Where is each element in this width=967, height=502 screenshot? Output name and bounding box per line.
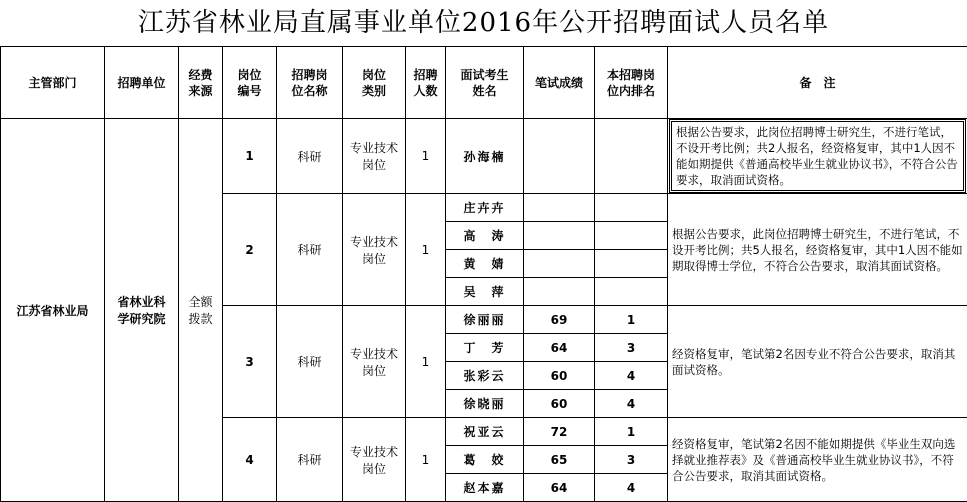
page-title: 江苏省林业局直属事业单位2016年公开招聘面试人员名单 [0, 0, 967, 46]
header-score: 笔试成绩 [524, 47, 595, 119]
table-row [1, 119, 967, 194]
candidate-score: 60 [524, 390, 595, 418]
header-candidate: 面试考生 姓名 [446, 47, 524, 119]
post-name: 科研 [277, 418, 343, 502]
candidate-rank: 1 [595, 306, 668, 334]
candidate-rank [595, 250, 668, 278]
candidate-rank [595, 222, 668, 250]
header-post-type: 岗位 类别 [343, 47, 406, 119]
post-type: 专业技术 岗位 [343, 194, 406, 306]
candidate-score: 60 [524, 362, 595, 390]
candidate-rank: 4 [595, 390, 668, 418]
candidate-score [524, 278, 595, 306]
candidate-name: 葛 姣 [446, 446, 524, 474]
candidate-name: 吴 萍 [446, 278, 524, 306]
post-no: 4 [223, 418, 277, 502]
candidate-name: 黄 婧 [446, 250, 524, 278]
header-fund: 经费 来源 [179, 47, 223, 119]
candidate-score: 64 [524, 474, 595, 502]
post-type: 专业技术 岗位 [343, 418, 406, 502]
note-text: 经资格复审，笔试第2名因专业不符合公告要求，取消其面试资格。 [668, 306, 967, 418]
dept-cell: 江苏省林业局 [1, 119, 105, 502]
candidate-score: 69 [524, 306, 595, 334]
candidate-rank [595, 119, 668, 194]
post-name: 科研 [277, 306, 343, 418]
candidate-name: 丁 芳 [446, 334, 524, 362]
post-no: 3 [223, 306, 277, 418]
post-type: 专业技术 岗位 [343, 306, 406, 418]
candidate-score [524, 194, 595, 222]
candidate-rank: 3 [595, 446, 668, 474]
post-count: 1 [406, 119, 446, 194]
candidate-rank: 3 [595, 334, 668, 362]
fund-cell: 全额 拨款 [179, 119, 223, 502]
post-count: 1 [406, 418, 446, 502]
note-text: 根据公告要求，此岗位招聘博士研究生，不进行笔试，不设开考比例；共5人报名，经资格复审，其中1人因不能如期取得博士学位，不符合公告要求，取消其面试资格。 [668, 194, 967, 306]
candidate-rank: 1 [595, 418, 668, 446]
post-type: 专业技术 岗位 [343, 119, 406, 194]
header-unit: 招聘单位 [105, 47, 179, 119]
candidate-rank: 4 [595, 474, 668, 502]
candidate-rank [595, 278, 668, 306]
candidate-score: 72 [524, 418, 595, 446]
post-name: 科研 [277, 119, 343, 194]
unit-cell: 省林业科 学研究院 [105, 119, 179, 502]
header-post-name: 招聘岗 位名称 [277, 47, 343, 119]
candidate-score [524, 222, 595, 250]
candidate-name: 高 涛 [446, 222, 524, 250]
header-post-no: 岗位 编号 [223, 47, 277, 119]
candidate-table [0, 46, 967, 502]
post-no: 1 [223, 119, 277, 194]
header-rank: 本招聘岗 位内排名 [595, 47, 668, 119]
candidate-score: 64 [524, 334, 595, 362]
note-text: 经资格复审，笔试第2名因不能如期提供《毕业生双向选择就业推荐表》及《普通高校毕业生就业协议书》，不符合公告要求，取消其面试资格。 [668, 418, 967, 502]
candidate-name: 徐丽丽 [446, 306, 524, 334]
candidate-name: 孙海楠 [446, 119, 524, 194]
post-count: 1 [406, 194, 446, 306]
post-no: 2 [223, 194, 277, 306]
candidate-score [524, 250, 595, 278]
post-count: 1 [406, 306, 446, 418]
header-count: 招聘 人数 [406, 47, 446, 119]
post-name: 科研 [277, 194, 343, 306]
candidate-name: 庄卉卉 [446, 194, 524, 222]
note-text: 根据公告要求，此岗位招聘博士研究生，不进行笔试，不设开考比例；共2人报名，经资格复审，其中1人因不能如期提供《普通高校毕业生就业协议书》，不符合公告要求，取消面试资格。 [671, 121, 964, 191]
candidate-score: 65 [524, 446, 595, 474]
candidate-name: 赵本嘉 [446, 474, 524, 502]
header-note: 备 注 [668, 47, 967, 119]
candidate-name: 祝亚云 [446, 418, 524, 446]
candidate-score [524, 119, 595, 194]
candidate-name: 张彩云 [446, 362, 524, 390]
candidate-rank: 4 [595, 362, 668, 390]
candidate-name: 徐晓丽 [446, 390, 524, 418]
candidate-rank [595, 194, 668, 222]
note-cell [668, 119, 967, 194]
header-dept: 主管部门 [1, 47, 105, 119]
header-row [1, 47, 967, 119]
